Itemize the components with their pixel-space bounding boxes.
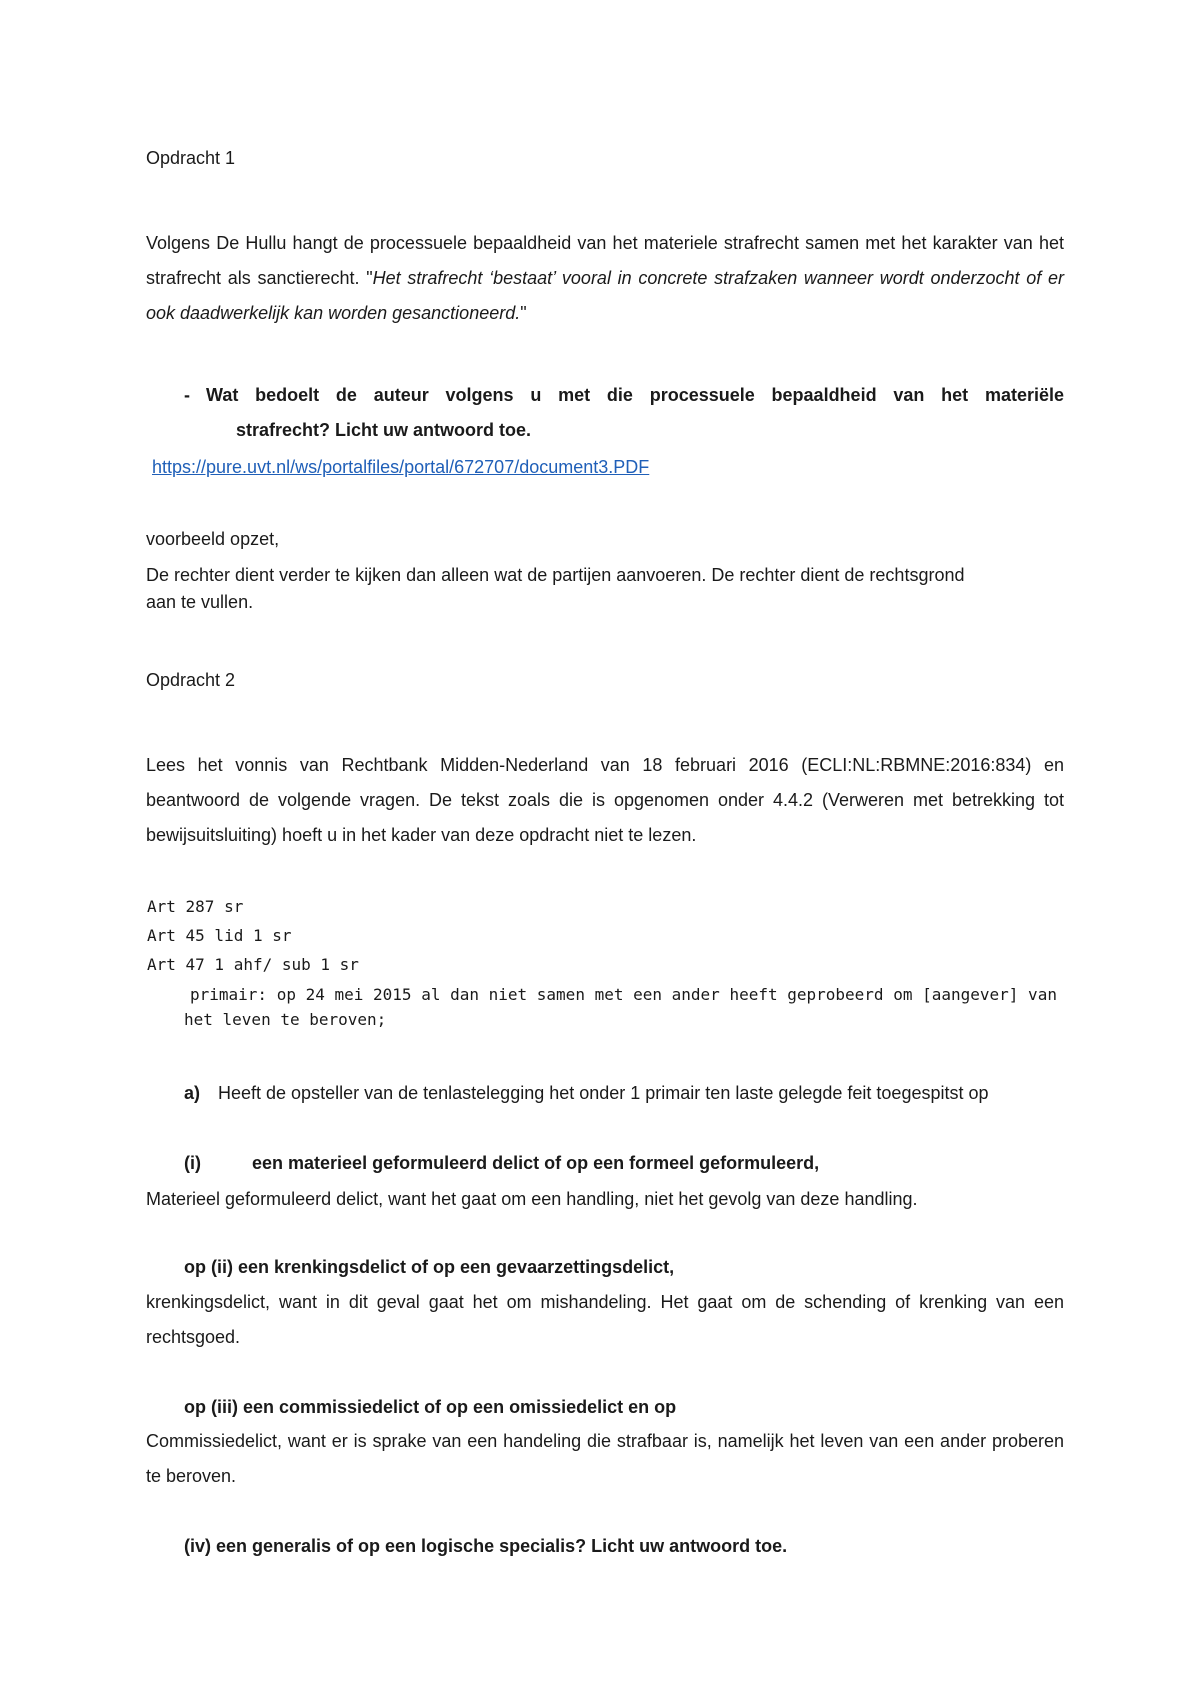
- article-line-1: Art 287 sr: [147, 897, 244, 916]
- opdracht1-question: [146, 378, 1064, 448]
- sub-question-iii: op (iii) een commissiedelict of op een omissiedelict en op: [184, 1397, 677, 1417]
- article-line-2: Art 45 lid 1 sr: [147, 926, 292, 945]
- opdracht1-intro: [146, 226, 1064, 331]
- document-link[interactable]: https://pure.uvt.nl/ws/portalfiles/portal/672707/document3.PDF: [152, 457, 650, 477]
- answer-text: De rechter dient verder te kijken dan alleen wat de partijen aanvoeren. De rechter dient de rechtsgrond aan te vullen.: [146, 565, 965, 612]
- charge-text: primair: op 24 mei 2015 al dan niet samen met een ander heeft geprobeerd om [aangever] van het leven te beroven;: [184, 985, 1057, 1029]
- intro-quote: Het strafrecht ‘bestaat’ vooral in concrete strafzaken wanneer wordt onderzocht of er ook daadwerkelijk kan worden gesanctioneerd.: [146, 268, 1064, 323]
- answer-heading: voorbeeld opzet,: [146, 529, 280, 549]
- question-line-1: Wat bedoelt de auteur volgens u met die processuele bepaaldheid van het materiële: [206, 385, 1064, 405]
- question-line-2: strafrecht? Licht uw antwoord toe.: [236, 420, 532, 440]
- sub-i-text: een materieel geformuleerd delict of op een formeel geformuleerd,: [252, 1153, 820, 1173]
- article-line-3: Art 47 1 ahf/ sub 1 sr: [147, 955, 359, 974]
- question-dash: -: [184, 385, 190, 405]
- opdracht2-title: Opdracht 2: [146, 670, 236, 690]
- question-a-marker: a): [184, 1083, 201, 1103]
- sub-question-iv: (iv) een generalis of op een logische specialis? Licht uw antwoord toe.: [184, 1536, 788, 1556]
- opdracht2-intro: Lees het vonnis van Rechtbank Midden-Nederland van 18 februari 2016 (ECLI:NL:RBMNE:2016:834) en beantwoord de volgende vragen. De tekst zoals die is opgenomen onder 4.4.2 (Verweren met betrekking tot bewijsuitsluiting) hoeft u in het kader van deze opdracht niet te lezen.: [146, 755, 1064, 845]
- intro-text: Volgens De Hullu hangt de processuele bepaaldheid van het materiele strafrecht samen met het karakter van het strafrecht als sanctierecht. ": [146, 233, 1064, 288]
- answer-iii: Commissiedelict, want er is sprake van een handeling die strafbaar is, namelijk het leven van een ander proberen te beroven.: [146, 1431, 1064, 1486]
- sub-question-ii: op (ii) een krenkingsdelict of op een gevaarzettingsdelict,: [184, 1257, 675, 1277]
- question-a: [146, 1076, 1064, 1146]
- sub-question-i: [146, 1146, 1064, 1181]
- question-a-text: Heeft de opsteller van de tenlastelegging het onder 1 primair ten laste gelegde feit toegespitst op: [218, 1083, 989, 1103]
- sub-i-marker: (i): [184, 1153, 201, 1173]
- intro-quote-close: ": [520, 303, 527, 323]
- opdracht1-title: Opdracht 1: [146, 148, 236, 168]
- answer-ii: krenkingsdelict, want in dit geval gaat het om mishandeling. Het gaat om de schending of krenking van een rechtsgoed.: [146, 1292, 1064, 1347]
- answer-i: Materieel geformuleerd delict, want het gaat om een handling, niet het gevolg van deze handling.: [146, 1189, 918, 1209]
